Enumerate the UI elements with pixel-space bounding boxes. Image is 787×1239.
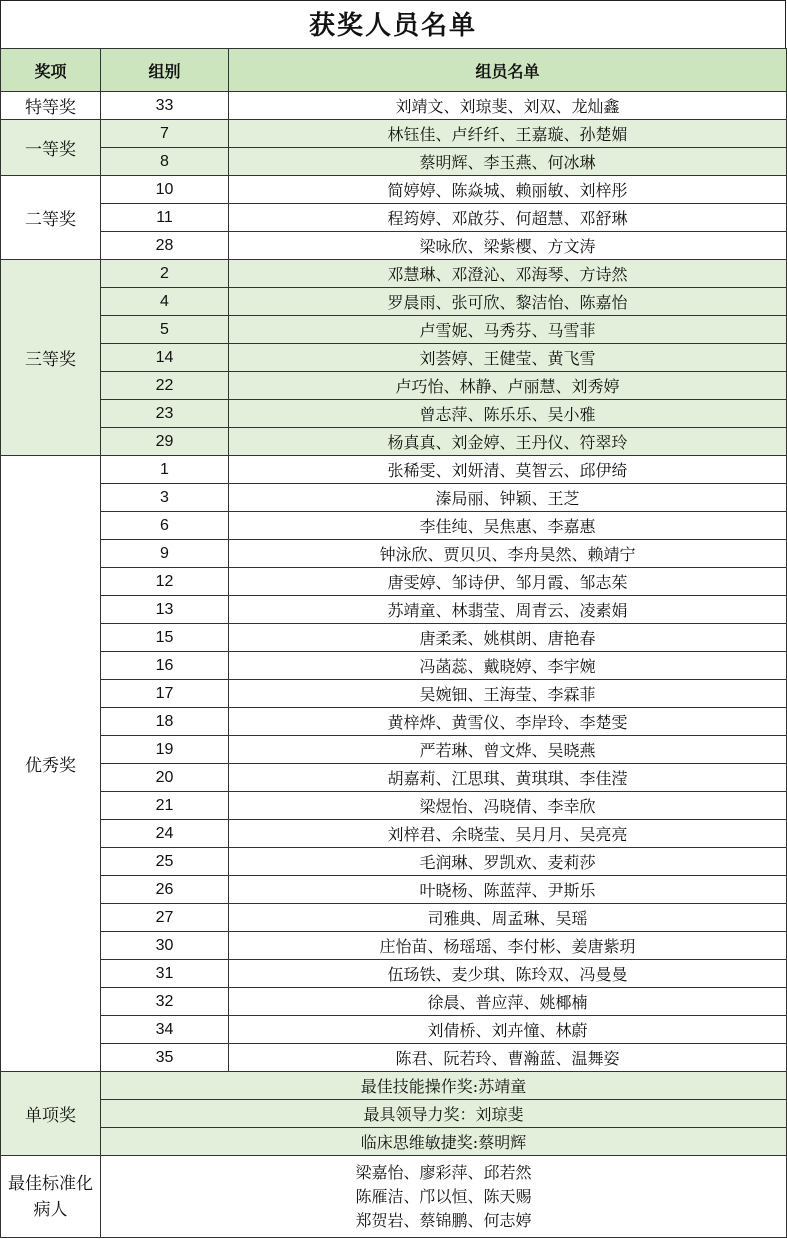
group-cell: 20 [101, 764, 229, 792]
table-row [1, 176, 787, 204]
award-label-standard-patient: 最佳标准化病人 [1, 1156, 101, 1238]
group-cell: 6 [101, 512, 229, 540]
table-row [1, 652, 787, 680]
table-row [1, 848, 787, 876]
members-cell: 卢雪妮、马秀芬、马雪菲 [229, 316, 787, 344]
members-cell: 蔡明辉、李玉燕、何冰琳 [229, 148, 787, 176]
members-cell: 邓慧琳、邓澄沁、邓海琴、方诗然 [229, 260, 787, 288]
group-cell: 30 [101, 932, 229, 960]
list-item: 梁嘉怡、廖彩萍、邱若然 [355, 1162, 532, 1182]
members-cell: 钟泳欣、贾贝贝、李舟昊然、赖靖宁 [229, 540, 787, 568]
individual-award-cell: 最佳技能操作奖:苏靖童 [101, 1072, 787, 1100]
header-members: 组员名单 [229, 49, 787, 92]
members-cell: 唐柔柔、姚棋朗、唐艳春 [229, 624, 787, 652]
award-table [0, 48, 787, 1238]
members-cell: 黄梓烨、黄雪仪、李岸玲、李楚雯 [229, 708, 787, 736]
group-cell: 16 [101, 652, 229, 680]
group-cell: 1 [101, 456, 229, 484]
group-cell: 10 [101, 176, 229, 204]
group-cell: 24 [101, 820, 229, 848]
members-cell: 叶晓杨、陈蓝萍、尹斯乐 [229, 876, 787, 904]
group-cell: 12 [101, 568, 229, 596]
members-cell: 苏靖童、林翡莹、周青云、凌素娟 [229, 596, 787, 624]
table-row [1, 232, 787, 260]
table-row [1, 708, 787, 736]
group-cell: 7 [101, 120, 229, 148]
members-cell: 程筠婷、邓啟芬、何超慧、邓舒琳 [229, 204, 787, 232]
award-label-first: 一等奖 [1, 120, 101, 176]
table-row [1, 960, 787, 988]
members-cell: 刘靖文、刘琼斐、刘双、龙灿鑫 [229, 92, 787, 120]
table-row [1, 372, 787, 400]
table-row [1, 204, 787, 232]
members-cell: 李佳纯、吴焦惠、李嘉惠 [229, 512, 787, 540]
table-row [1, 1016, 787, 1044]
group-cell: 23 [101, 400, 229, 428]
table-row [1, 456, 787, 484]
group-cell: 28 [101, 232, 229, 260]
group-cell: 25 [101, 848, 229, 876]
table-row [1, 288, 787, 316]
table-row [1, 568, 787, 596]
members-cell: 刘梓君、余晓莹、吴月月、吴亮亮 [229, 820, 787, 848]
members-cell: 陈君、阮若玲、曹瀚蓝、温舞姿 [229, 1044, 787, 1072]
members-cell: 刘荟婷、王健莹、黄飞雪 [229, 344, 787, 372]
table-row [1, 1044, 787, 1072]
members-cell: 徐晨、普应萍、姚椰楠 [229, 988, 787, 1016]
table-row [1, 428, 787, 456]
table-row [1, 120, 787, 148]
table-row [1, 1128, 787, 1156]
list-item: 陈雁洁、邝以恒、陈天赐 [355, 1186, 532, 1206]
members-cell: 唐雯婷、邹诗伊、邹月霞、邹志茱 [229, 568, 787, 596]
members-cell: 曾志萍、陈乐乐、吴小雅 [229, 400, 787, 428]
group-cell: 21 [101, 792, 229, 820]
table-row [1, 540, 787, 568]
header-group: 组别 [101, 49, 229, 92]
group-cell: 35 [101, 1044, 229, 1072]
members-cell: 罗晨雨、张可欣、黎洁怡、陈嘉怡 [229, 288, 787, 316]
award-label-individual: 单项奖 [1, 1072, 101, 1156]
group-cell: 32 [101, 988, 229, 1016]
group-cell: 11 [101, 204, 229, 232]
group-cell: 17 [101, 680, 229, 708]
members-cell: 吴婉钿、王海莹、李霖菲 [229, 680, 787, 708]
members-cell: 伍玚铁、麦少琪、陈玲双、冯曼曼 [229, 960, 787, 988]
group-cell: 15 [101, 624, 229, 652]
header-row [1, 49, 787, 92]
group-cell: 2 [101, 260, 229, 288]
group-cell: 26 [101, 876, 229, 904]
individual-award-cell: 最具领导力奖：刘琼斐 [101, 1100, 787, 1128]
table-row [1, 92, 787, 120]
table-row [1, 512, 787, 540]
list-item: 郑贺岩、蔡锦鹏、何志婷 [355, 1210, 532, 1230]
group-cell: 14 [101, 344, 229, 372]
table-row [1, 876, 787, 904]
group-cell: 13 [101, 596, 229, 624]
page-title: 获奖人员名单 [0, 0, 786, 48]
members-cell: 毛润琳、罗凯欢、麦莉莎 [229, 848, 787, 876]
members-cell: 张稀雯、刘妍清、莫智云、邱伊绮 [229, 456, 787, 484]
table-row [1, 484, 787, 512]
members-cell: 严若琳、曾文烨、吴晓燕 [229, 736, 787, 764]
table-row [1, 1156, 787, 1238]
header-award: 奖项 [1, 49, 101, 92]
members-cell: 卢巧怡、林静、卢丽慧、刘秀婷 [229, 372, 787, 400]
members-cell: 梁煜怡、冯晓倩、李幸欣 [229, 792, 787, 820]
table-row [1, 736, 787, 764]
group-cell: 22 [101, 372, 229, 400]
table-row [1, 260, 787, 288]
table-row [1, 148, 787, 176]
group-cell: 29 [101, 428, 229, 456]
members-cell: 司雅典、周孟琳、吴瑶 [229, 904, 787, 932]
award-label-special: 特等奖 [1, 92, 101, 120]
group-cell: 33 [101, 92, 229, 120]
group-cell: 18 [101, 708, 229, 736]
table-row [1, 820, 787, 848]
table-row [1, 1072, 787, 1100]
group-cell: 9 [101, 540, 229, 568]
members-cell: 梁咏欣、梁紫樱、方文涛 [229, 232, 787, 260]
group-cell: 4 [101, 288, 229, 316]
members-cell: 冯菡蕊、戴晓婷、李宇婉 [229, 652, 787, 680]
table-row [1, 764, 787, 792]
members-cell: 溱局丽、钟颖、王芝 [229, 484, 787, 512]
members-cell: 林钰佳、卢纤纤、王嘉璇、孙楚媚 [229, 120, 787, 148]
table-row [1, 316, 787, 344]
table-row [1, 344, 787, 372]
table-row [1, 1100, 787, 1128]
group-cell: 5 [101, 316, 229, 344]
award-label-third: 三等奖 [1, 260, 101, 456]
table-row [1, 400, 787, 428]
members-cell: 庄怡苗、杨瑶瑶、李付彬、姜唐紫玥 [229, 932, 787, 960]
group-cell: 27 [101, 904, 229, 932]
table-row [1, 988, 787, 1016]
group-cell: 3 [101, 484, 229, 512]
group-cell: 31 [101, 960, 229, 988]
group-cell: 34 [101, 1016, 229, 1044]
table-row [1, 904, 787, 932]
award-label-second: 二等奖 [1, 176, 101, 260]
members-cell: 刘倩桥、刘卉憧、林蔚 [229, 1016, 787, 1044]
group-cell: 19 [101, 736, 229, 764]
award-label-excellent: 优秀奖 [1, 456, 101, 1072]
members-cell: 简婷婷、陈焱城、赖丽敏、刘梓彤 [229, 176, 787, 204]
members-cell: 胡嘉莉、江思琪、黄琪琪、李佳滢 [229, 764, 787, 792]
table-row [1, 596, 787, 624]
members-cell: 杨真真、刘金婷、王丹仪、符翠玲 [229, 428, 787, 456]
table-row [1, 792, 787, 820]
table-row [1, 624, 787, 652]
standard-patient-list [101, 1156, 787, 1238]
individual-award-cell: 临床思维敏捷奖:蔡明辉 [101, 1128, 787, 1156]
table-row [1, 932, 787, 960]
group-cell: 8 [101, 148, 229, 176]
table-row [1, 680, 787, 708]
